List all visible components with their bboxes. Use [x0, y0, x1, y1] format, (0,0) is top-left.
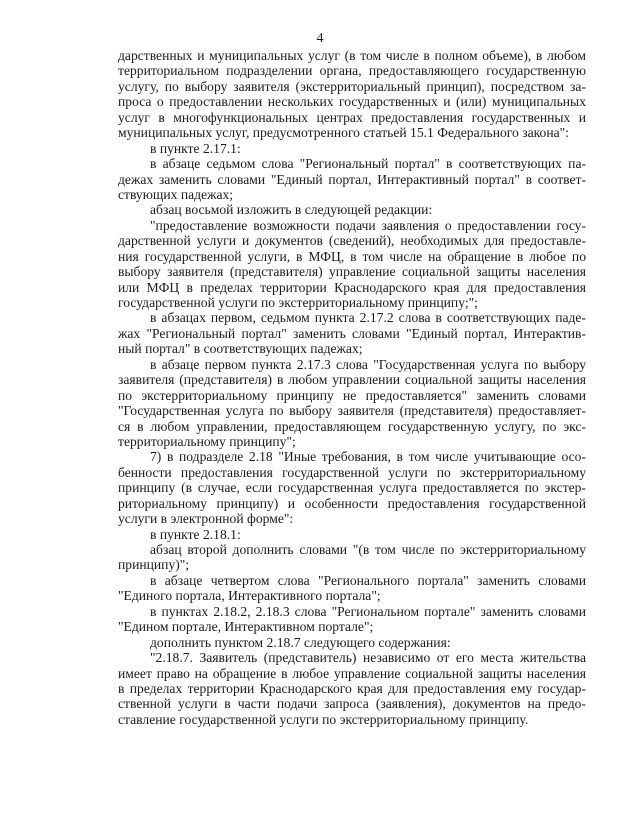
text-line: принципу)"; — [118, 557, 190, 573]
text-line: бенности предоставления государственной услуги по экстерриториальному — [118, 464, 586, 480]
text-line: абзац восьмой изложить в следующей редакции: — [150, 202, 433, 218]
text-line: услуги в электронной форме": — [118, 511, 294, 527]
text-line: в пункте 2.17.1: — [150, 140, 241, 156]
text-line: в абзацах первом, седьмом пункта 2.17.2 слова в соответствующих паде- — [150, 310, 586, 326]
text-line: дежах заменить словами "Единый портал, Интерактивный портал" в соответ- — [118, 171, 586, 187]
text-line: ся в любом управлении, предоставляющем государственную услугу, по экс- — [118, 418, 586, 434]
text-line: проса о предоставлении нескольких государственных и (или) муниципальных — [118, 94, 586, 110]
text-line: "Государственная услуга по выбору заявителя (представителя) предоставляет- — [118, 403, 586, 419]
text-line: в абзаце седьмом слова "Региональный портал" в соответствующих па- — [150, 156, 586, 172]
text-line: по экстерриториальному принципу не предоставляется" заменить словами — [118, 387, 586, 403]
text-line: в абзаце первом пункта 2.17.3 слова "Государственная услуга по выбору — [150, 356, 586, 372]
text-line: в пределах территории Краснодарского края для предоставления ему государ- — [118, 680, 586, 696]
text-line: "2.18.7. Заявитель (представитель) независимо от его места жительства — [150, 650, 586, 666]
text-line: в абзаце четвертом слова "Регионального портала" заменить словами — [150, 572, 586, 588]
text-line: услуг в многофункциональных центрах предоставления государственных и — [118, 109, 586, 125]
text-line: 7) в подразделе 2.18 "Иные требования, в том числе учитывающие осо- — [150, 449, 586, 465]
text-line: территориальном подразделении органа, предоставляющего государственную — [118, 63, 586, 79]
text-line: ный портал" в соответствующих падежах; — [118, 341, 363, 357]
text-line: принципу (в случае, если государственная услуга предоставляется по экстер- — [118, 480, 586, 496]
text-line: имеет право на обращение в любое управление социальной защиты населения — [118, 665, 586, 681]
text-line: "предоставление возможности подачи заявления о предоставлении госу- — [150, 217, 586, 233]
text-line: в пункте 2.18.1: — [150, 526, 241, 542]
text-line: жах "Региональный портал" заменить словами "Единый портал, Интерактив- — [118, 325, 586, 341]
text-line: ставление государственной услуги по экстерриториальному принципу. — [118, 711, 529, 727]
text-line: ствующих падежах; — [118, 186, 234, 202]
text-line: дарственной услуги и документов (сведений), необходимых для предоставле- — [118, 233, 586, 249]
text-line: территориальному принципу"; — [118, 433, 296, 449]
text-line: муниципальных услуг, предусмотренного статьей 15.1 Федерального закона": — [118, 125, 569, 141]
text-line: выбору заявителя (представителя) управление социальной защиты населения — [118, 264, 586, 280]
text-line: ственной услуги в части подачи запроса (заявления), документов на предо- — [118, 696, 586, 712]
text-line: ния государственной услуги, в МФЦ, в том числе на обращение в любое по — [118, 248, 586, 264]
text-line: в пунктах 2.18.2, 2.18.3 слова "Региональном портале" заменить словами — [150, 603, 586, 619]
text-line: услугу, по выбору заявителя (экстерриториальный принцип), посредством за- — [118, 78, 586, 94]
text-line: риториальному принципу) и особенности предоставления государственной — [118, 495, 586, 511]
text-line: "Единого портала, Интерактивного портала"; — [118, 588, 381, 604]
text-line: абзац второй дополнить словами "(в том числе по экстерриториальному — [150, 542, 586, 557]
text-line: государственной услуги по экстерриториальному принципу;"; — [118, 295, 478, 310]
text-line: заявителя (представителя) в любом управлении социальной защиты населения — [118, 372, 586, 388]
document-body — [118, 48, 586, 727]
text-line: дарственных и муниципальных услуг (в том числе в полном объеме), в любом — [118, 48, 586, 63]
text-line: дополнить пунктом 2.18.7 следующего содержания: — [150, 634, 451, 650]
page-number: 4 — [316, 31, 324, 46]
text-line: "Едином портале, Интерактивном портале"; — [118, 619, 374, 635]
text-line: или МФЦ в пределах территории Краснодарского края для предоставления — [118, 279, 586, 295]
